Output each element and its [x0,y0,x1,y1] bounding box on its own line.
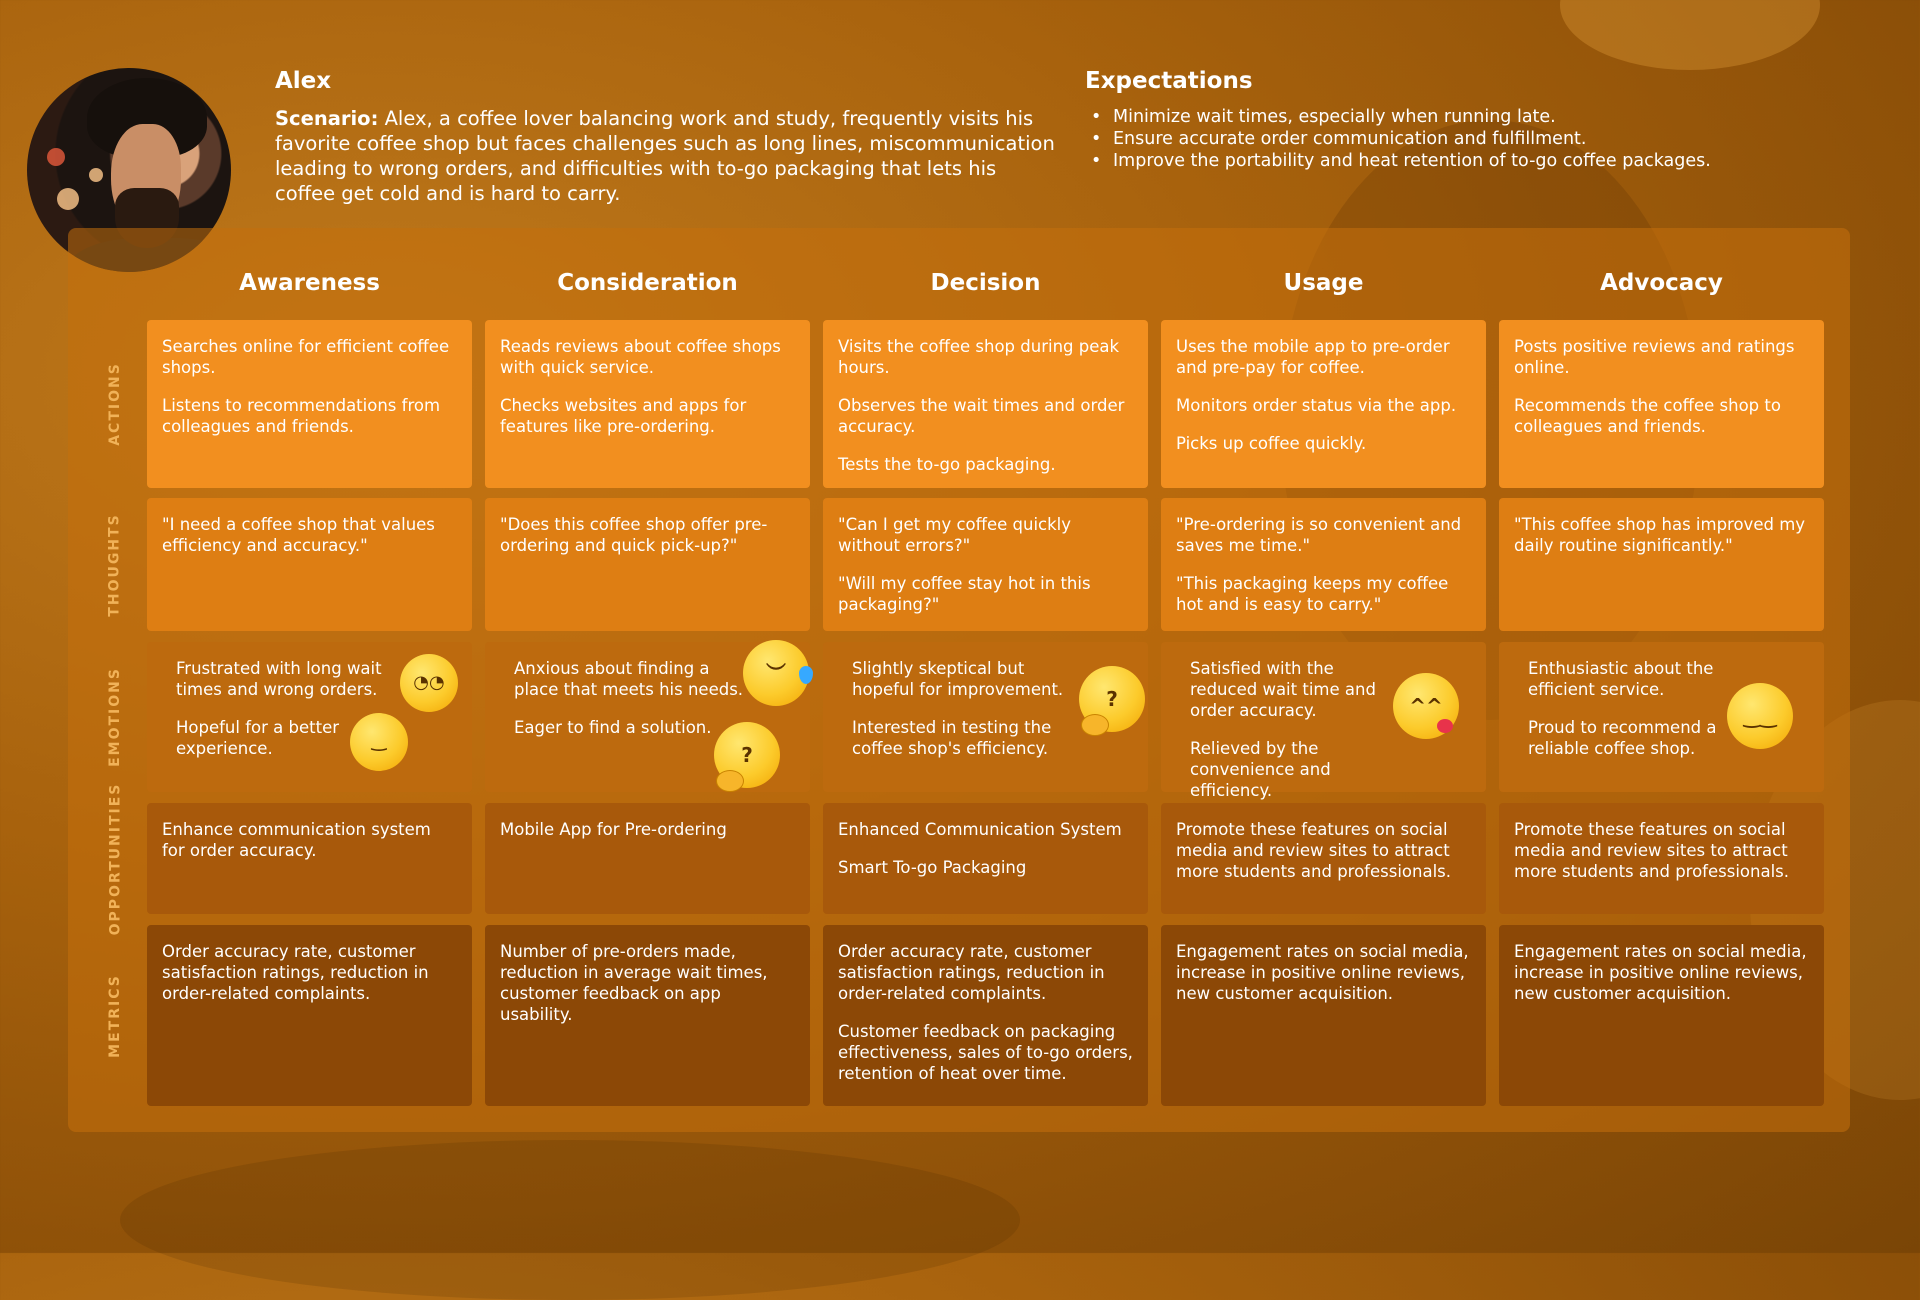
opportunities-cell-decision [823,803,1148,914]
stage-header-consideration: Consideration [557,270,738,296]
thoughts-text: "Does this coffee shop offer pre-ordering and quick pick-up?" [500,515,768,555]
metrics-cell-awareness [147,925,472,1106]
opportunities-text: Promote these features on social media and review sites to attract more students and professionals. [1176,820,1452,881]
opportunities-text: Enhance communication system for order accuracy. [162,820,431,860]
thoughts-cell-awareness [147,498,472,631]
actions-text: Picks up coffee quickly. [1176,434,1367,453]
relieved-emoji-icon: ‿‿ [1727,683,1793,749]
metrics-text: Customer feedback on packaging effectiveness, sales of to-go orders, retention of heat over time. [838,1022,1133,1083]
expectations-list [1085,106,1711,172]
opportunities-text: Enhanced Communication System [838,820,1122,839]
emotions-text: Satisfied with the reduced wait time and order accuracy. [1190,659,1376,720]
actions-text: Visits the coffee shop during peak hours. [838,337,1120,377]
opportunities-cell-advocacy [1499,803,1824,914]
expectation-item: • Minimize wait times, especially when running late. [1113,106,1711,128]
metrics-text: Order accuracy rate, customer satisfaction ratings, reduction in order-related complaints. [162,942,429,1003]
expectation-item: • Ensure accurate order communication and fulfillment. [1113,128,1711,150]
actions-cell-advocacy [1499,320,1824,488]
row-label-opportunities: OPPORTUNITIES [107,782,124,935]
emotions-text: Slightly skeptical but hopeful for improvement. [852,659,1064,699]
persona-scenario [275,106,1055,206]
expectation-item: • Improve the portability and heat retention of to-go coffee packages. [1113,150,1711,172]
opportunities-cell-usage [1161,803,1486,914]
actions-text: Recommends the coffee shop to colleagues and friends. [1514,396,1781,436]
actions-cell-awareness [147,320,472,488]
smirk-emoji-icon: ‿ [350,713,408,771]
eye-roll-emoji-icon: ◔◔ [400,654,458,712]
thoughts-text: "Will my coffee stay hot in this packaging?" [838,574,1091,614]
background-light-blob [1560,0,1820,70]
actions-text: Listens to recommendations from colleagues and friends. [162,396,441,436]
metrics-cell-advocacy [1499,925,1824,1106]
emotions-text: Interested in testing the coffee shop's efficiency. [852,718,1052,758]
metrics-text: Engagement rates on social media, increase in positive online reviews, new customer acquisition. [1514,942,1807,1003]
opportunities-cell-consideration [485,803,810,914]
expectations-title: Expectations [1085,68,1253,94]
emotions-text: Proud to recommend a reliable coffee shop. [1528,718,1717,758]
persona-name: Alex [275,68,332,94]
background-shadow-blob [120,1140,1020,1300]
scenario-text: Alex, a coffee lover balancing work and study, frequently visits his favorite coffee shop but faces challenges such as long lines, miscommunication leading to wrong orders, and difficulties with to-go packaging that lets his coffee get cold and is hard to carry. [275,107,1055,205]
stage-header-usage: Usage [1283,270,1364,296]
thoughts-text: "I need a coffee shop that values efficiency and accuracy." [162,515,435,555]
thoughts-text: "This packaging keeps my coffee hot and is easy to carry." [1176,574,1449,614]
emotions-text: Enthusiastic about the efficient service. [1528,659,1714,699]
actions-text: Searches online for efficient coffee shops. [162,337,450,377]
opportunities-text: Mobile App for Pre-ordering [500,820,727,839]
actions-text: Monitors order status via the app. [1176,396,1457,415]
thoughts-cell-advocacy [1499,498,1824,631]
thoughts-text: "Pre-ordering is so convenient and saves me time." [1176,515,1462,555]
emotions-text: Hopeful for a better experience. [176,718,340,758]
opportunities-text: Smart To-go Packaging [838,858,1027,877]
actions-text: Posts positive reviews and ratings online. [1514,337,1795,377]
thinking-emoji-icon: ? [714,722,780,788]
emotions-text: Frustrated with long wait times and wrong orders. [176,659,382,699]
row-label-actions: ACTIONS [107,362,124,446]
actions-cell-usage [1161,320,1486,488]
metrics-cell-decision [823,925,1148,1106]
thoughts-cell-decision [823,498,1148,631]
row-label-thoughts: THOUGHTS [107,512,124,617]
actions-text: Uses the mobile app to pre-order and pre-pay for coffee. [1176,337,1450,377]
metrics-cell-usage [1161,925,1486,1106]
actions-cell-consideration [485,320,810,488]
emotions-text: Anxious about finding a place that meets his needs. [514,659,744,699]
metrics-text: Engagement rates on social media, increase in positive online reviews, new customer acquisition. [1176,942,1469,1003]
row-label-emotions: EMOTIONS [107,667,124,767]
stage-header-awareness: Awareness [239,270,380,296]
actions-text: Reads reviews about coffee shops with quick service. [500,337,781,377]
emotions-text: Relieved by the convenience and efficiency. [1190,739,1331,800]
metrics-text: Number of pre-orders made, reduction in average wait times, customer feedback on app usability. [500,942,768,1024]
thoughts-cell-consideration [485,498,810,631]
yum-tongue-emoji-icon: ^^ [1393,673,1459,739]
thinking-emoji-icon: ? [1079,666,1145,732]
emotions-text: Eager to find a solution. [514,718,712,737]
metrics-cell-consideration [485,925,810,1106]
actions-text: Observes the wait times and order accuracy. [838,396,1125,436]
scenario-label: Scenario: [275,107,379,130]
thoughts-text: "Can I get my coffee quickly without errors?" [838,515,1072,555]
stage-header-advocacy: Advocacy [1600,270,1723,296]
stage-header-decision: Decision [930,270,1041,296]
actions-text: Checks websites and apps for features like pre-ordering. [500,396,747,436]
actions-cell-decision [823,320,1148,488]
actions-text: Tests the to-go packaging. [838,455,1056,474]
thoughts-cell-usage [1161,498,1486,631]
opportunities-cell-awareness [147,803,472,914]
row-label-metrics: METRICS [107,973,123,1058]
thoughts-text: "This coffee shop has improved my daily routine significantly." [1514,515,1806,555]
metrics-text: Order accuracy rate, customer satisfaction ratings, reduction in order-related complaints. [838,942,1105,1003]
opportunities-text: Promote these features on social media and review sites to attract more students and professionals. [1514,820,1790,881]
anxious-sweat-emoji-icon: ︶ [743,640,809,706]
